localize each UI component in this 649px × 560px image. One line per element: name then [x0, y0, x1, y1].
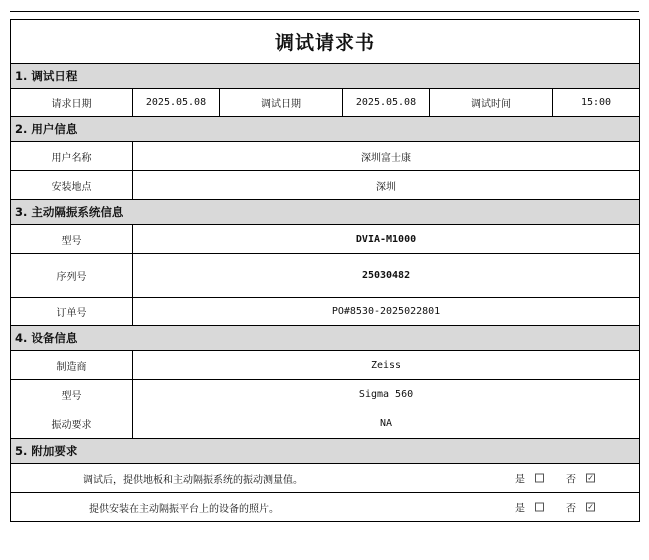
install-location-value: 深圳 — [133, 171, 640, 200]
no-checkbox[interactable]: ✓ — [587, 502, 594, 512]
yes-label: 是 — [515, 503, 526, 515]
equipment-model-label: 型号 — [11, 380, 133, 409]
requirement-text: 调试后，提供地板和主动隔振系统的振动测量值。 — [83, 474, 303, 486]
equipment-model-value: Sigma 560 — [133, 380, 640, 409]
order-number-label: 订单号 — [11, 298, 133, 326]
order-number-value: PO#8530-2025022801 — [133, 298, 640, 326]
system-model-label: 型号 — [11, 225, 133, 254]
section-equipment-heading: 4. 设备信息 — [11, 326, 640, 351]
requirement-row — [11, 464, 640, 493]
no-label: 否 — [566, 474, 577, 486]
requirement-options — [515, 500, 595, 515]
yes-label: 是 — [515, 474, 526, 486]
request-date-label: 请求日期 — [11, 89, 133, 117]
no-label: 否 — [566, 503, 577, 515]
requirement-row — [11, 493, 640, 522]
section-system-heading: 3. 主动隔振系统信息 — [11, 200, 640, 225]
document-title: 调试请求书 — [11, 20, 640, 64]
debug-time-value: 15:00 — [553, 89, 640, 117]
yes-checkbox[interactable] — [535, 474, 544, 483]
system-model-value: DVIA-M1000 — [133, 225, 640, 254]
vibration-requirement-label: 振动要求 — [11, 409, 133, 439]
no-checkbox[interactable]: ✓ — [587, 473, 594, 483]
debug-time-label: 调试时间 — [430, 89, 553, 117]
section-user-heading: 2. 用户信息 — [11, 117, 640, 142]
serial-number-value: 25030482 — [133, 254, 640, 298]
debug-date-label: 调试日期 — [220, 89, 343, 117]
vibration-requirement-value: NA — [133, 409, 640, 439]
debug-date-value: 2025.05.08 — [343, 89, 430, 117]
section-additional-heading: 5. 附加要求 — [11, 439, 640, 464]
install-location-label: 安装地点 — [11, 171, 133, 200]
section-schedule-heading: 1. 调试日程 — [11, 64, 640, 89]
serial-number-label: 序列号 — [11, 254, 133, 298]
requirement-text: 提供安装在主动隔振平台上的设备的照片。 — [89, 503, 279, 515]
user-name-label: 用户名称 — [11, 142, 133, 171]
request-date-value: 2025.05.08 — [133, 89, 220, 117]
manufacturer-value: Zeiss — [133, 351, 640, 380]
manufacturer-label: 制造商 — [11, 351, 133, 380]
yes-checkbox[interactable] — [535, 503, 544, 512]
requirement-options — [515, 471, 595, 486]
debug-request-form — [10, 19, 640, 522]
top-rule — [10, 11, 639, 12]
user-name-value: 深圳富士康 — [133, 142, 640, 171]
